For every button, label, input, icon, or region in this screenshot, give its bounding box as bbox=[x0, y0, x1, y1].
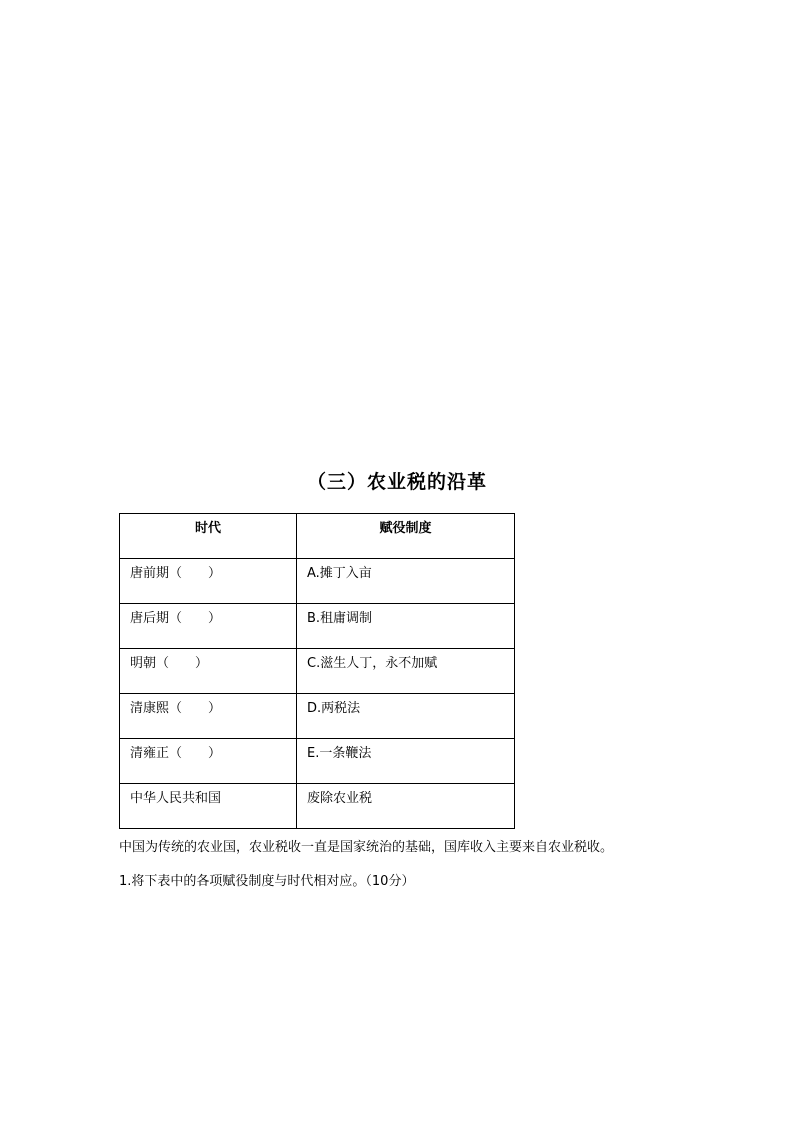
tax-system-cell: B.租庸调制 bbox=[297, 604, 515, 649]
era-cell: 中华人民共和国 bbox=[120, 784, 297, 829]
section-title: （三）农业税的沿革 bbox=[306, 471, 487, 493]
tax-system-cell: 废除农业税 bbox=[297, 784, 515, 829]
era-cell: 清康熙（ ） bbox=[120, 694, 297, 739]
era-cell: 清雍正（ ） bbox=[120, 739, 297, 784]
table-row bbox=[120, 559, 515, 604]
table-row bbox=[120, 604, 515, 649]
table-row bbox=[120, 784, 515, 829]
question-text: 1.将下表中的各项赋役制度与时代相对应。（10分） bbox=[119, 874, 415, 889]
era-cell: 唐后期（ ） bbox=[120, 604, 297, 649]
intro-paragraph: 中国为传统的农业国，农业税收一直是国家统治的基础，国库收入主要来自农业税收。 bbox=[119, 840, 614, 855]
tax-system-cell: A.摊丁入亩 bbox=[297, 559, 515, 604]
tax-system-cell: D.两税法 bbox=[297, 694, 515, 739]
tax-system-cell: E.一条鞭法 bbox=[297, 739, 515, 784]
table-row bbox=[120, 694, 515, 739]
tax-history-table bbox=[119, 513, 515, 829]
era-cell: 明朝（ ） bbox=[120, 649, 297, 694]
table-row bbox=[120, 649, 515, 694]
table-row bbox=[120, 739, 515, 784]
header-era: 时代 bbox=[120, 514, 297, 559]
tax-system-cell: C.滋生人丁，永不加赋 bbox=[297, 649, 515, 694]
header-tax-system: 赋役制度 bbox=[297, 514, 515, 559]
era-cell: 唐前期（ ） bbox=[120, 559, 297, 604]
table-header-row bbox=[120, 514, 515, 559]
